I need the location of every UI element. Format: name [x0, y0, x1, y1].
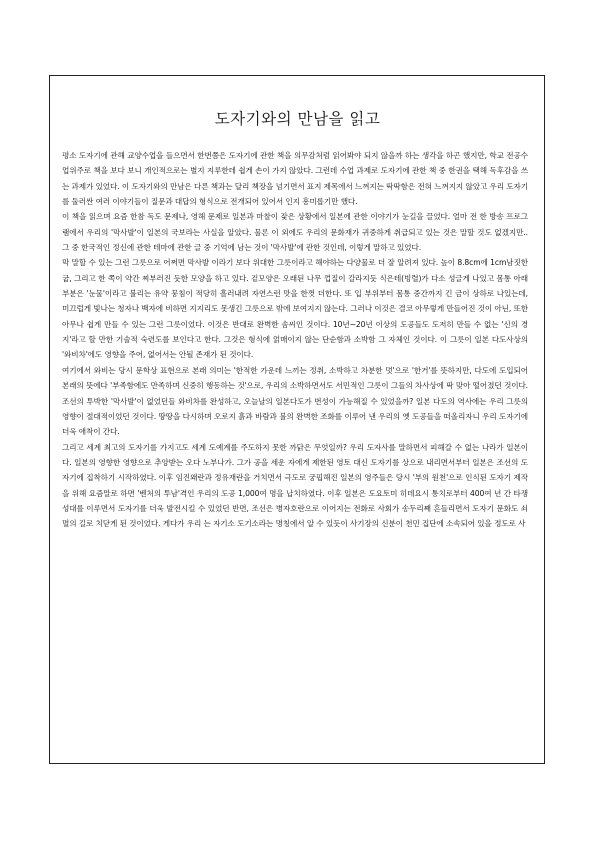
paragraph-2: 이 책을 읽으며 요즘 한참 독도 문제나, 영해 문제로 일본과 마찰이 잦은 상황에서 일본에 관한 이야기가 눈길을 끌었다. 얼마 전 한 방송 프로그램에서 우리의 '막사발'이 일본의 국보라는 사실을 알았다. 물론 이 외에도 우리의 문화재가 귀중하게 취급되고 있는 것은 말할 것도 없겠지만.. 그 중 한국적인 정신에 관한 테마에 관한 글 중 기억에 남는 것이 '막사발'에 관한 것인데, 이렇게 말하고 있었다.	[62, 212, 528, 253]
document-body	[62, 148, 528, 532]
paragraph-4: 여기에서 와비는 당시 문학상 표현으로 본래 의미는 '한적한 가운데 느끼는 정취, 소박하고 차분한 멋'으로 '한거'를 뜻하지만, 다도에 도입되어 본래의 뜻에다 '부족함에도 만족하며 신중히 행동하는 것'으로, 우리의 소박하면서도 서민적인 그릇이 그들의 차사상에 딱 맞아 떨어졌던 것이다. 조선의 투박한 '막사발'이 없었던들 와비차를 완성하고, 오늘날의 일본다도가 번성이 가능해질 수 있었을까? 일본 다도의 역사에는 우리 그릇의 영향이 절대적이었던 것이다. 땅땅을 다시하며 오로지 흙과 바람과 불의 완벽한 조화를 이루어 낸 우리의 옛 도공들을 떠올리자니 우리 도자기에 더욱 애착이 간다.	[62, 365, 528, 437]
paragraph-5: 그리고 세계 최고의 도자기를 가지고도 세계 도예계를 주도하지 못한 까닭은 무엇일까? 우리 도자사를 말하면서 피해갈 수 없는 나라가 일본이다. 일본의 영향한 영향으로 추앙받는 오다 노부나가. 그가 공을 세운 자에게 제한된 영토 대신 도자기를 상으로 내리면서부터 일본은 조선의 도자기에 집착하기 시작하였다. 이후 임진왜란과 정유재란을 거치면서 극도로 궁핍해진 일본의 영주들은 당시 '부의 원천'으로 인식된 도자기 제작을 위해 요즘말로 하면 '벤처의 투남'격인 우리의 도공 1,000여 명을 납치하였다. 이후 일본은 도요토미 히데요시 통치로부터 400여 년 간 타쟁성대를 이루면서 도자기를 더욱 발전시킬 수 있었던 반면, 조선은 병자호란으로 이어지는 전화로 사회가 송두리째 흔들리면서 도자기 문화도 쇠멸의 길로 치닫게 된 것이었다. 게다가 우리 는 자기소 도기소라는 명칭에서 알 수 있듯이 사기장의 신분이 천민 집단에 소속되어 있을 정도로 사	[62, 442, 528, 529]
paragraph-1: 평소 도자기에 관해 교양수업을 들으면서 한번쯤은 도자기에 관한 책을 의무감처럼 읽어봐야 되지 않을까 하는 생각을 하곤 했지만, 학교 전공수업위주로 책을 보다 보니 개인적으로는 별지 지루한데 쉽게 손이 가지 않았다. 그런데 수업 과제로 도자기에 관한 책 중 한권을 택해 독후감을 쓰는 과제가 있었다. 이 도자기와의 만남은 다른 책과는 달리 책장을 넘기면서 표지 제목에서 느껴지는 딱딱함은 전혀 느껴지지 않았고 우리 도자기를 둘러싼 여러 이야기들이 질문과 대답의 형식으로 전개되어 있어서 인지 흥미롭기만 했다.	[62, 151, 528, 207]
document-title: 도자기와의 만남을 읽고	[214, 110, 381, 128]
paragraph-3: 막 말할 수 있는 그런 그릇으로 어쩌면 막사발 이라기 보다 위대한 그릇이라고 해야하는 다양물로 더 잘 알려져 있다. 높이 8.8cm에 1cm남짓한 굽, 그리고 한 쪽이 약간 찌부러진 듯한 모양을 하고 있다. 겉모양은 오래된 나무 껍질이 갈라지듯 식은테(빙렬)가 다소 성글게 나있고 몸통 아래 부분은 '눈물'이라고 불리는 유약 뭉침이 적당히 흘러내려 자연스런 맛을 한껏 더한다. 또 입 부위부터 몸통 중간까지 긴 금이 상하로 나있는데, 미끄럽게 빛나는 청자나 백자에 비하면 지지리도 못생긴 그릇으로 밖에 보여지지 않는다. 그러나 이것은 결코 아무렇게 만들어진 것이 아닌, 또한 아무나 쉽게 만들 수 있는 그런 그릇이었다. 이것은 반대로 완벽한 솜씨인 것이다. 10년~20년 이상의 도공들도 도저히 만들 수 없는 '신의 경지'라고 할 만한 기술적 숙련도를 보인다고 한다. 그것은 형식에 얽매이지 않는 단순함과 소박함 그 자체인 것이다. 이 그릇이 일본 다도사상의 '와비차'에도 영향을 주어, 없어서는 안될 존재가 된 것이다.	[62, 258, 528, 360]
